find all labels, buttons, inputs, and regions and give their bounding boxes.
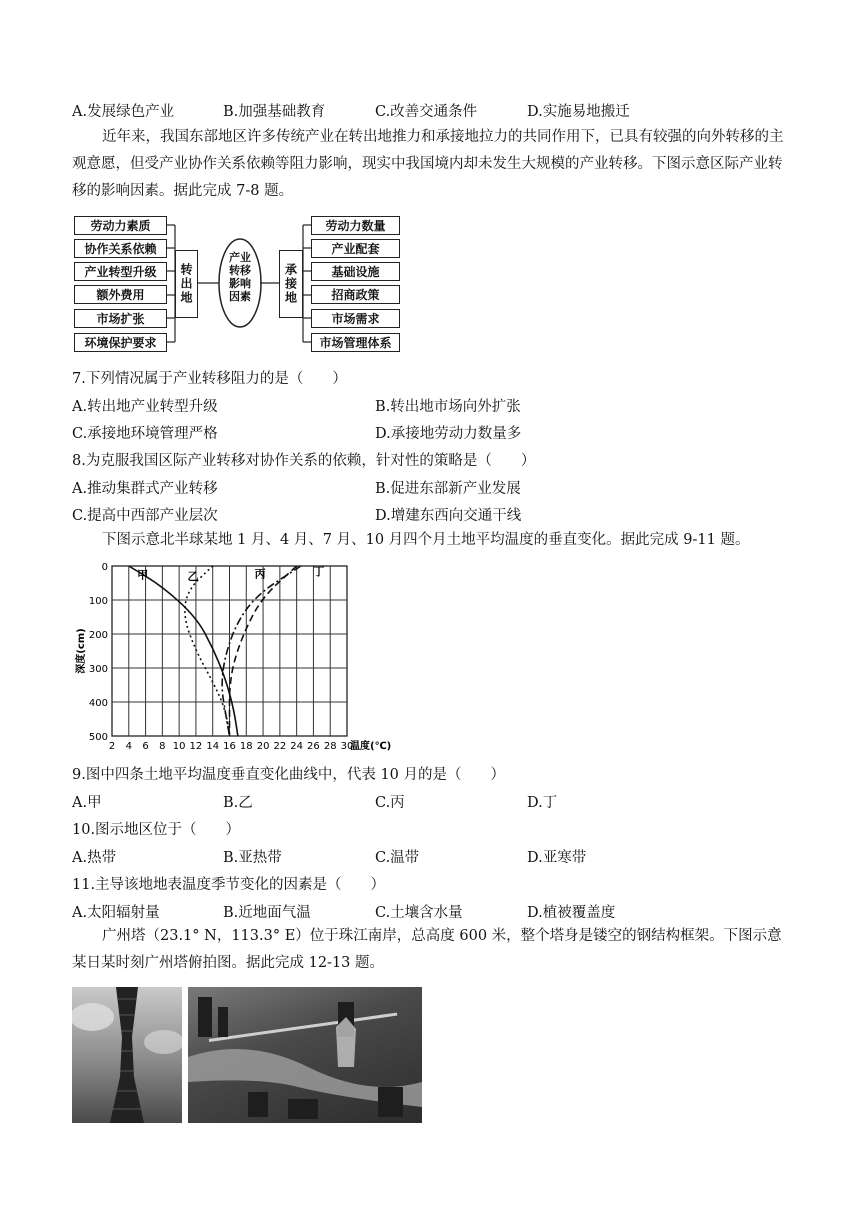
- q10-option-c: C.温带: [375, 850, 420, 866]
- x-tick-label: 16: [223, 741, 236, 752]
- q7-option-b: B.转出地市场向外扩张: [375, 399, 521, 415]
- x-tick-label: 30: [340, 741, 354, 752]
- left-factor-box: 劳动力素质: [74, 216, 167, 235]
- q8-stem: 8.为克服我国区际产业转移对协作关系的依赖，针对性的策略是（ ）: [72, 453, 536, 469]
- series-label: 甲: [137, 568, 149, 582]
- x-tick-label: 10: [172, 741, 186, 752]
- intro-9-11: 下图示意北半球某地 1 月、4 月、7 月、10 月四个月土地平均温度的垂直变化。据此完成 9-11 题。: [102, 532, 750, 548]
- y-tick-label: 300: [88, 664, 108, 675]
- q11-stem: 11.主导该地地表温度季节变化的因素是（ ）: [72, 877, 386, 893]
- canton-tower-photo: [72, 987, 182, 1123]
- q7-option-a: A.转出地产业转型升级: [72, 399, 218, 415]
- q8-option-a: A.推动集群式产业转移: [72, 481, 218, 497]
- series-line-乙: [185, 566, 230, 736]
- q11-option-d: D.植被覆盖度: [527, 905, 616, 921]
- x-axis-label: 温度(℃): [350, 741, 392, 752]
- q9-option-b: B.乙: [223, 795, 253, 811]
- x-tick-label: 2: [108, 741, 116, 752]
- q7-option-c: C.承接地环境管理严格: [72, 426, 218, 442]
- aerial-scene: [188, 987, 422, 1123]
- y-tick-label: 400: [88, 698, 108, 709]
- q10-option-a: A.热带: [72, 850, 117, 866]
- x-tick-label: 28: [323, 741, 337, 752]
- q9-option-c: C.丙: [375, 795, 405, 811]
- q6-option-d: D.实施易地搬迁: [527, 104, 630, 120]
- q8-option-c: C.提高中西部产业层次: [72, 508, 218, 524]
- q7-option-d: D.承接地劳动力数量多: [375, 426, 522, 442]
- right-factor-box: 招商政策: [311, 285, 400, 304]
- right-factor-box: 劳动力数量: [311, 216, 400, 235]
- q6-option-b: B.加强基础教育: [223, 104, 326, 120]
- left-factor-box: 协作关系依赖: [74, 239, 167, 258]
- x-tick-label: 22: [273, 741, 287, 752]
- y-tick-label: 200: [88, 630, 108, 641]
- industry-transfer-diagram: [72, 213, 402, 355]
- q11-option-a: A.太阳辐射量: [72, 905, 160, 921]
- series-label: 丁: [313, 565, 325, 579]
- q8-option-d: D.增建东西向交通干线: [375, 508, 522, 524]
- x-tick-label: 8: [159, 741, 166, 752]
- y-tick-label: 0: [101, 562, 108, 573]
- series-label: 丙: [254, 567, 266, 581]
- x-tick-label: 20: [256, 741, 270, 752]
- center-ellipse-label: 产业转移影响因素: [229, 251, 251, 303]
- x-tick-label: 6: [142, 741, 149, 752]
- right-factor-box: 市场管理体系: [311, 333, 400, 352]
- x-tick-label: 26: [307, 741, 320, 752]
- left-factor-box: 额外费用: [74, 285, 167, 304]
- x-tick-label: 18: [239, 741, 253, 752]
- q7-stem: 7.下列情况属于产业转移阻力的是（ ）: [72, 371, 347, 387]
- series-label: 乙: [187, 570, 199, 584]
- q6-option-a: A.发展绿色产业: [72, 104, 175, 120]
- source-region-box: 转出地: [175, 250, 198, 318]
- q8-option-b: B.促进东部新产业发展: [375, 481, 521, 497]
- y-tick-label: 500: [88, 732, 108, 743]
- q9-stem: 9.图中四条土地平均温度垂直变化曲线中，代表 10 月的是（ ）: [72, 767, 506, 783]
- soil-temperature-chart: [72, 558, 412, 758]
- x-tick-label: 14: [206, 741, 220, 752]
- aerial-city-photo: [188, 987, 422, 1123]
- intro-7-8: 近年来，我国东部地区许多传统产业在转出地推力和承接地拉力的共同作用下，已具有较强的向外转移的主观意愿，但受产业协作关系依赖等阻力影响，现实中我国境内却未发生大规模的产业转移。下图示意区际产业转移的影响因素。据此完成 7-8 题。: [72, 129, 784, 199]
- q10-option-b: B.亚热带: [223, 850, 282, 866]
- intro-12-13: 广州塔（23.1° N，113.3° E）位于珠江南岸，总高度 600 米，整个塔身是镂空的钢结构框架。下图示意某日某时刻广州塔俯拍图。据此完成 12-13 题。: [72, 928, 782, 971]
- right-factor-box: 市场需求: [311, 309, 400, 328]
- q11-option-b: B.近地面气温: [223, 905, 311, 921]
- y-axis-label: 深度(cm): [76, 628, 87, 674]
- left-factor-box: 环境保护要求: [74, 333, 167, 352]
- x-tick-label: 4: [125, 741, 132, 752]
- q11-option-c: C.土壤含水量: [375, 905, 463, 921]
- q9-option-a: A.甲: [72, 795, 102, 811]
- q10-option-d: D.亚寒带: [527, 850, 587, 866]
- q10-stem: 10.图示地区位于（ ）: [72, 822, 241, 838]
- x-tick-label: 12: [189, 741, 203, 752]
- q6-option-c: C.改善交通条件: [375, 104, 478, 120]
- tower-silhouette: [72, 987, 182, 1123]
- x-tick-label: 24: [290, 741, 304, 752]
- left-factor-box: 产业转型升级: [74, 262, 167, 281]
- q9-option-d: D.丁: [527, 795, 558, 811]
- destination-region-box: 承接地: [279, 250, 303, 318]
- right-factor-box: 产业配套: [311, 239, 400, 258]
- right-factor-box: 基础设施: [311, 262, 400, 281]
- y-tick-label: 100: [88, 596, 108, 607]
- left-factor-box: 市场扩张: [74, 309, 167, 328]
